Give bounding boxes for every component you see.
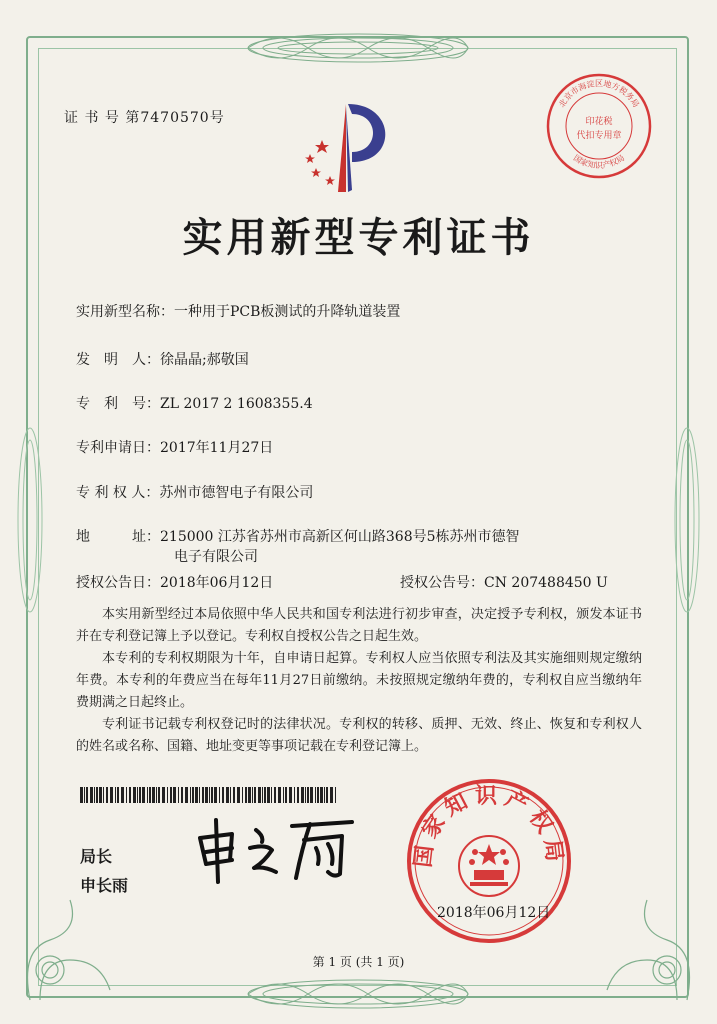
barcode-bar [219, 787, 220, 803]
chief-signature [192, 808, 362, 888]
barcode-bar [233, 787, 235, 803]
barcode-bar [121, 787, 124, 803]
barcode-bar [190, 787, 191, 803]
barcode [80, 787, 340, 803]
patentee-value: 苏州市德智电子有限公司 [159, 485, 314, 501]
barcode-bar [156, 787, 157, 803]
utility-model-name-value: 一种用于PCB板测试的升降轨道装置 [174, 304, 401, 320]
barcode-bar [254, 787, 256, 803]
chief-title: 局长 [80, 847, 113, 866]
stamp-outer-text: 北京市海淀区地方税务局 [557, 79, 641, 109]
barcode-bar [99, 787, 102, 803]
barcode-bar [209, 787, 210, 803]
seal-text: 国家知识产权局 [410, 784, 568, 869]
right-ornament [667, 420, 707, 620]
stamp-bottom-text: 国家知识产权局 [571, 153, 627, 170]
barcode-bar [170, 787, 172, 803]
corner-ornament-bottom-left [10, 890, 120, 1010]
barcode-bar [162, 787, 165, 803]
paragraph-legal-status: 专利证书记载专利权登记时的法律状况。专利权的转移、质押、无效、终止、恢复和专利权人的姓名或名称、国籍、地址变更等事项记载在专利登记簿上。 [76, 717, 642, 754]
stamp-duty-seal [545, 72, 653, 180]
barcode-bar [211, 787, 213, 803]
patent-number-field [76, 393, 313, 413]
patent-office-logo [286, 100, 406, 196]
filing-date-value: 2017年11月27日 [160, 440, 274, 456]
barcode-bar [149, 787, 151, 803]
barcode-bar [106, 787, 108, 803]
address-label: 地 址： [76, 529, 160, 545]
inventor-label: 发 明 人： [76, 352, 160, 368]
barcode-bar [202, 787, 204, 803]
barcode-bar [90, 787, 93, 803]
barcode-bar [252, 787, 253, 803]
barcode-bar [84, 787, 85, 803]
left-ornament [10, 420, 50, 620]
barcode-bar [205, 787, 208, 803]
barcode-bar [330, 787, 333, 803]
address-field [76, 526, 520, 546]
barcode-bar [181, 787, 183, 803]
certificate-number: 证 书 号 第7470570号 [64, 110, 225, 126]
barcode-bar [317, 787, 319, 803]
barcode-bar [222, 787, 224, 803]
certificate-title: 实用新型专利证书 [182, 214, 535, 261]
barcode-bar [129, 787, 131, 803]
barcode-bar [278, 787, 281, 803]
barcode-bar [315, 787, 316, 803]
inventor-value: 徐晶晶;郝敬国 [160, 352, 249, 368]
address-line-2: 电子有限公司 [174, 549, 258, 565]
barcode-bar [237, 787, 240, 803]
stamp-line-1: 印花税 [585, 117, 613, 127]
barcode-bar [226, 787, 229, 803]
utility-model-name-label: 实用新型名称： [76, 304, 174, 320]
barcode-bar [133, 787, 136, 803]
barcode-bar [267, 787, 270, 803]
barcode-bar [285, 787, 287, 803]
utility-model-name-field [76, 301, 400, 321]
address-line-1: 215000 江苏省苏州市高新区何山路368号5栋苏州市德智 [160, 529, 520, 545]
barcode-bar [320, 787, 323, 803]
barcode-bar [103, 787, 104, 803]
grant-date-label: 授权公告日： [76, 575, 160, 591]
chief-name: 申长雨 [80, 876, 129, 895]
barcode-bar [245, 787, 247, 803]
barcode-bar [152, 787, 155, 803]
barcode-bar [80, 787, 83, 803]
patent-number-value: ZL 2017 2 1608355.4 [160, 396, 313, 412]
paragraph-term: 本专利的专利权期限为十年，自申请日起算。专利权人应当依照专利法及其实施细则规定缴纳年费。本专利的年费应当在每年11月27日前缴纳。未按照规定缴纳年费的，专利权自应当缴纳年费期满之日起终止。 [76, 651, 642, 710]
barcode-bar [307, 787, 309, 803]
barcode-bar [115, 787, 116, 803]
barcode-bar [258, 787, 261, 803]
top-ornament [238, 28, 478, 68]
patentee-field [76, 482, 313, 502]
barcode-bar [289, 787, 292, 803]
barcode-bar [110, 787, 113, 803]
grant-date-value: 2018年06月12日 [160, 575, 274, 591]
page-number: 第 1 页 (共 1 页) [312, 955, 405, 969]
barcode-bar [86, 787, 88, 803]
inventor-field [76, 349, 249, 369]
barcode-bar [137, 787, 138, 803]
barcode-bar [264, 787, 266, 803]
barcode-bar [326, 787, 328, 803]
barcode-bar [297, 787, 299, 803]
barcode-bar [167, 787, 168, 803]
barcode-bar [271, 787, 272, 803]
barcode-bar [185, 787, 188, 803]
filing-date-field [76, 437, 273, 457]
barcode-bar [199, 787, 200, 803]
barcode-bar [195, 787, 198, 803]
barcode-bar [139, 787, 141, 803]
barcode-bar [283, 787, 284, 803]
seal-date: 2018年06月12日 [437, 905, 551, 921]
barcode-bar [305, 787, 306, 803]
grant-number-field [400, 572, 608, 592]
barcode-bar [192, 787, 194, 803]
barcode-bar [94, 787, 95, 803]
barcode-bar [173, 787, 176, 803]
barcode-bar [262, 787, 263, 803]
grant-date-field [76, 572, 273, 592]
barcode-bar [248, 787, 251, 803]
svg-text:国家知识产权局 [572, 153, 626, 170]
barcode-bar [301, 787, 304, 803]
barcode-bar [230, 787, 231, 803]
barcode-bar [335, 787, 336, 803]
corner-ornament-bottom-right [597, 890, 707, 1010]
barcode-bar [142, 787, 145, 803]
barcode-bar [117, 787, 119, 803]
paragraph-grant: 本实用新型经过本局依照中华人民共和国专利法进行初步审查，决定授予专利权，颁发本证书并在专利登记簿上予以登记。专利权自授权公告之日起生效。 [76, 607, 642, 644]
barcode-bar [274, 787, 276, 803]
barcode-bar [96, 787, 98, 803]
filing-date-label: 专利申请日： [76, 440, 160, 456]
grant-number-value: CN 207488450 U [484, 575, 608, 591]
barcode-bar [324, 787, 325, 803]
barcode-bar [126, 787, 127, 803]
patent-number-label: 专 利 号： [76, 396, 160, 412]
patentee-label: 专 利 权 人： [76, 485, 160, 501]
barcode-bar [147, 787, 148, 803]
barcode-bar [242, 787, 243, 803]
barcode-bar [178, 787, 179, 803]
stamp-line-2: 代扣专用章 [576, 131, 622, 141]
barcode-bar [214, 787, 217, 803]
bottom-ornament [238, 974, 478, 1014]
barcode-bar [294, 787, 295, 803]
barcode-bar [310, 787, 313, 803]
grant-number-label: 授权公告号： [400, 575, 484, 591]
barcode-bar [158, 787, 160, 803]
